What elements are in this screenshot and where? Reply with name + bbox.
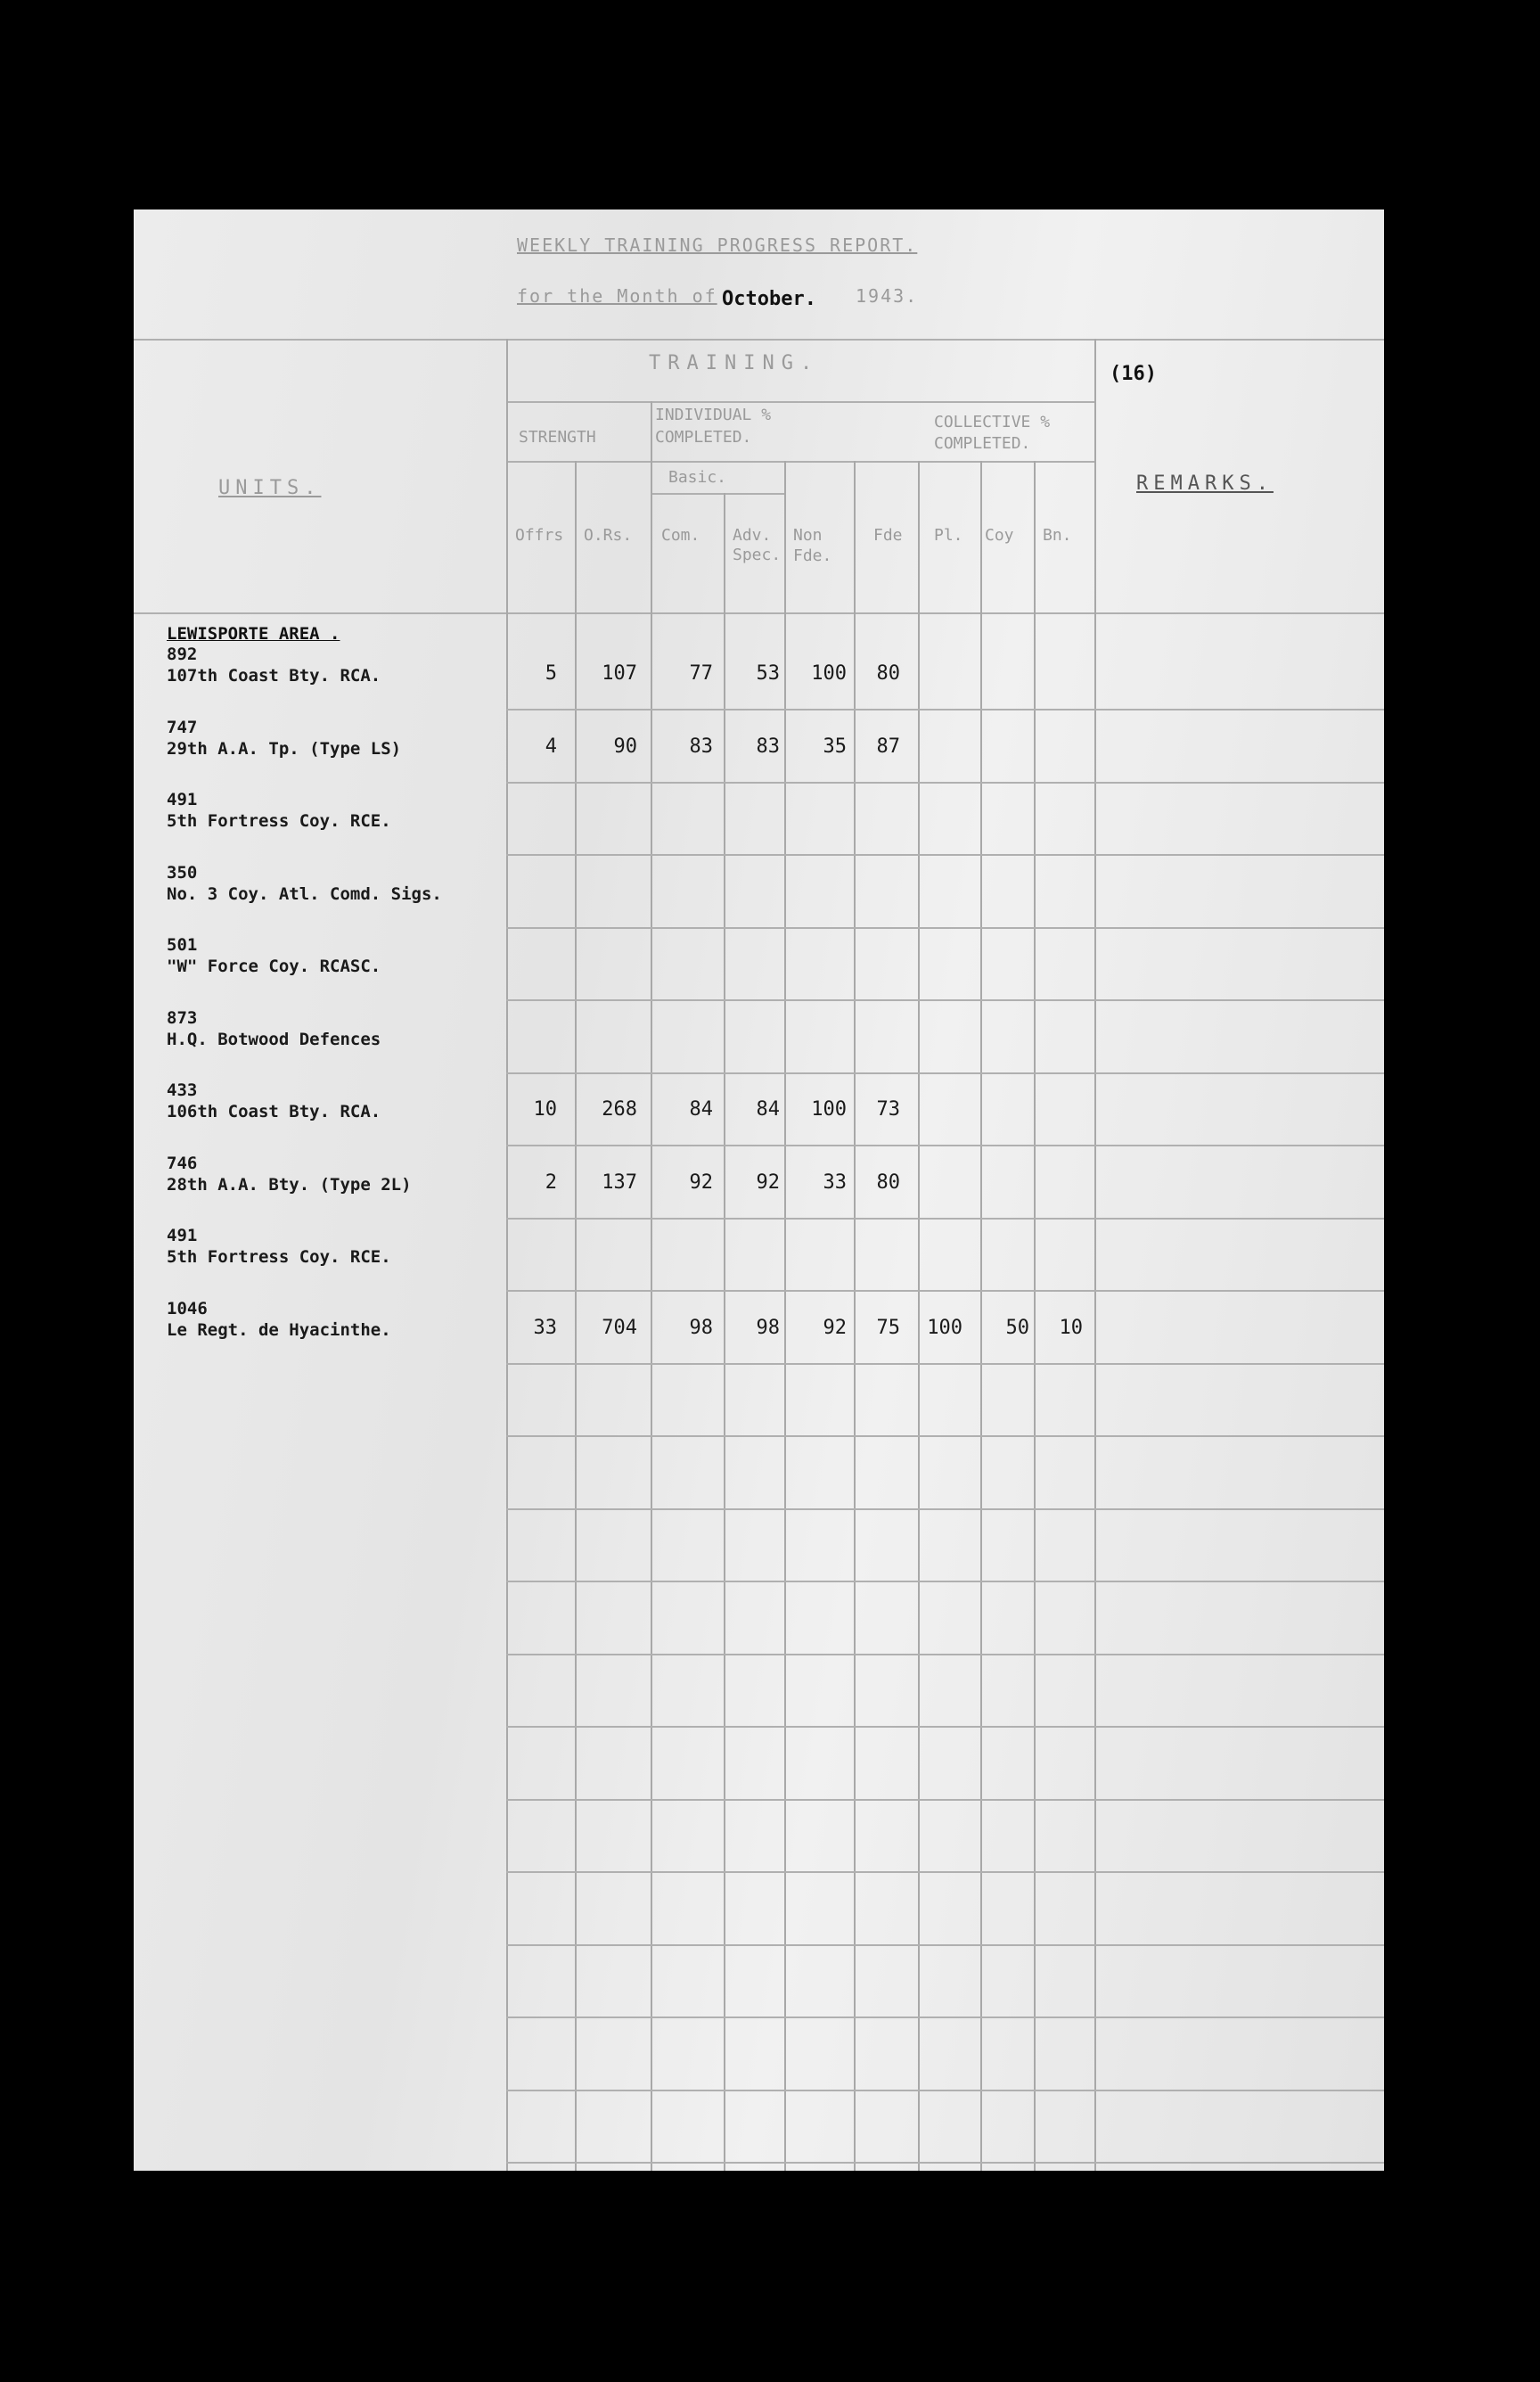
adv-sub-header: Spec. — [733, 546, 782, 564]
row-separator — [506, 1944, 1384, 1946]
unit-code: 350 — [167, 862, 198, 883]
cell-com: 83 — [689, 735, 713, 758]
cell-pl: 100 — [927, 1316, 962, 1339]
header-rule-top — [134, 339, 1384, 341]
row-separator — [506, 782, 1384, 784]
cell-bn: 10 — [1059, 1316, 1083, 1339]
cell-adv: 98 — [756, 1316, 780, 1339]
unit-code: 433 — [167, 1080, 198, 1100]
unit-name: "W" Force Coy. RCASC. — [167, 957, 381, 976]
row-separator — [506, 1581, 1384, 1582]
cell-non-fde: 100 — [811, 1098, 847, 1121]
page-number: (16) — [1110, 363, 1157, 385]
cell-offrs: 33 — [533, 1316, 557, 1339]
cell-ors: 90 — [613, 735, 637, 758]
bn-header: Bn. — [1043, 526, 1072, 545]
cell-offrs: 4 — [545, 735, 557, 758]
non-fde-header: Non — [793, 526, 823, 545]
grid-col-4 — [724, 493, 725, 2171]
unit-name: 28th A.A. Bty. (Type 2L) — [167, 1174, 412, 1195]
row-separator — [506, 2162, 1384, 2164]
unit-name: H.Q. Botwood Defences — [167, 1029, 381, 1049]
row-separator — [506, 1435, 1384, 1437]
row-separator — [506, 1799, 1384, 1801]
grid-col-3 — [651, 401, 652, 2171]
report-month: October. — [722, 288, 816, 310]
area-heading: LEWISPORTE AREA . — [167, 624, 340, 644]
cell-ors: 268 — [602, 1098, 637, 1121]
month-label: for the Month of — [517, 285, 717, 307]
grid-col-2 — [575, 461, 577, 2171]
cell-adv: 83 — [756, 735, 780, 758]
unit-code: 873 — [167, 1007, 198, 1028]
cell-non-fde: 33 — [823, 1170, 847, 1194]
row-separator — [506, 1508, 1384, 1510]
cell-ors: 107 — [602, 662, 637, 685]
cell-com: 77 — [689, 662, 713, 685]
unit-code: 491 — [167, 790, 198, 809]
row-separator — [506, 1363, 1384, 1365]
com-header: Com. — [661, 526, 700, 545]
row-separator — [506, 1145, 1384, 1146]
cell-fde: 80 — [876, 1170, 900, 1194]
unit-name: 106th Coast Bty. RCA. — [167, 1102, 381, 1121]
unit-code: 1046 — [167, 1298, 208, 1318]
unit-name: Le Regt. de Hyacinthe. — [167, 1319, 391, 1340]
collective-sub-header: COMPLETED. — [934, 434, 1031, 453]
cell-offrs: 2 — [545, 1170, 557, 1194]
row-separator — [506, 1654, 1384, 1655]
header-rule-bottom — [134, 612, 1384, 614]
grid-col-5 — [784, 461, 786, 2171]
cell-com: 92 — [689, 1170, 713, 1194]
report-year: 1943. — [856, 285, 919, 307]
pl-header: Pl. — [934, 526, 963, 545]
row-separator — [506, 709, 1384, 710]
non-fde-sub-header: Fde. — [793, 546, 832, 565]
cell-fde: 75 — [876, 1316, 900, 1339]
row-separator — [506, 1218, 1384, 1220]
cell-offrs: 10 — [533, 1098, 557, 1121]
unit-name: 29th A.A. Tp. (Type LS) — [167, 738, 402, 759]
report-title: WEEKLY TRAINING PROGRESS REPORT. — [517, 234, 918, 256]
cell-fde: 73 — [876, 1098, 900, 1121]
cell-adv: 53 — [756, 662, 780, 685]
individual-header: INDIVIDUAL % — [655, 406, 772, 424]
adv-header: Adv. — [733, 526, 772, 545]
cell-non-fde: 100 — [811, 662, 847, 685]
strength-header: STRENGTH — [519, 428, 596, 447]
ors-header: O.Rs. — [584, 526, 633, 545]
grid-col-10 — [1094, 339, 1096, 2171]
cell-ors: 137 — [602, 1170, 637, 1194]
report-sheet — [134, 209, 1384, 2171]
unit-code: 892 — [167, 645, 198, 664]
remarks-header: REMARKS. — [1136, 472, 1274, 495]
cell-coy: 50 — [1005, 1316, 1029, 1339]
cell-adv: 92 — [756, 1170, 780, 1194]
basic-header: Basic. — [668, 468, 727, 487]
cell-com: 98 — [689, 1316, 713, 1339]
cell-fde: 87 — [876, 735, 900, 758]
row-separator — [506, 1290, 1384, 1292]
cell-adv: 84 — [756, 1098, 780, 1121]
coy-header: Coy — [985, 526, 1014, 545]
unit-name: 107th Coast Bty. RCA. — [167, 666, 381, 686]
units-header: UNITS. — [218, 477, 322, 499]
cell-ors: 704 — [602, 1316, 637, 1339]
unit-code: 501 — [167, 935, 198, 955]
unit-name: 5th Fortress Coy. RCE. — [167, 1247, 391, 1267]
row-separator — [506, 1726, 1384, 1728]
row-separator — [506, 2016, 1384, 2018]
collective-header: COLLECTIVE % — [934, 413, 1051, 431]
row-separator — [506, 1871, 1384, 1873]
cell-offrs: 5 — [545, 662, 557, 685]
row-separator — [506, 854, 1384, 856]
cell-com: 84 — [689, 1098, 713, 1121]
unit-code: 746 — [167, 1153, 198, 1173]
individual-sub-header: COMPLETED. — [655, 428, 752, 447]
header-rule-basic — [651, 493, 784, 495]
unit-name: 5th Fortress Coy. RCE. — [167, 811, 391, 831]
header-rule-groups — [506, 461, 1094, 463]
training-header: TRAINING. — [649, 352, 820, 374]
fde-header: Fde — [873, 526, 903, 545]
header-rule-training — [506, 401, 1094, 403]
unit-code: 491 — [167, 1226, 198, 1245]
cell-fde: 80 — [876, 662, 900, 685]
cell-non-fde: 92 — [823, 1316, 847, 1339]
unit-name: No. 3 Coy. Atl. Comd. Sigs. — [167, 883, 442, 904]
row-separator — [506, 2090, 1384, 2091]
row-separator — [506, 999, 1384, 1001]
cell-non-fde: 35 — [823, 735, 847, 758]
row-separator — [506, 1072, 1384, 1074]
row-separator — [506, 927, 1384, 929]
grid-col-1 — [506, 339, 508, 2171]
unit-code: 747 — [167, 717, 198, 737]
offrs-header: Offrs — [515, 526, 564, 545]
